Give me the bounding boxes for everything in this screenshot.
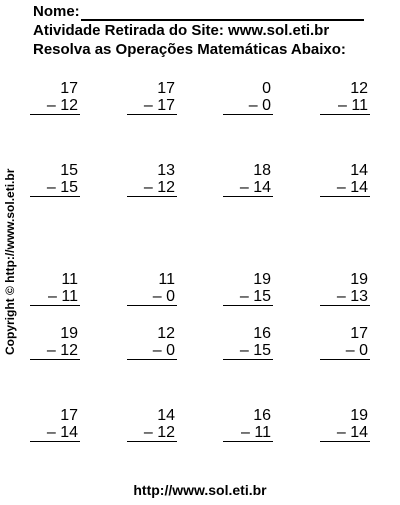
site-line: Atividade Retirada do Site: www.sol.eti.br (33, 22, 330, 39)
problem (223, 80, 273, 115)
problem (127, 162, 177, 197)
name-label: Nome: (33, 3, 80, 20)
problem (320, 407, 370, 442)
minuend: 17 (157, 80, 175, 97)
problem (223, 271, 273, 306)
minuend: 13 (157, 162, 175, 179)
problem (127, 407, 177, 442)
minuend: 14 (157, 407, 175, 424)
problem (320, 80, 370, 115)
problem (320, 325, 370, 360)
minuend: 17 (60, 80, 78, 97)
subtrahend: – 12 (30, 97, 80, 115)
subtrahend: – 12 (30, 342, 80, 360)
problem (320, 162, 370, 197)
minuend: 16 (253, 407, 271, 424)
subtrahend: – 11 (223, 424, 273, 442)
subtrahend: – 0 (127, 288, 177, 306)
footer-url: http://www.sol.eti.br (133, 482, 267, 498)
subtrahend: – 15 (223, 342, 273, 360)
minuend: 12 (350, 80, 368, 97)
minuend: 17 (350, 325, 368, 342)
problem (30, 325, 80, 360)
subtrahend: – 17 (127, 97, 177, 115)
subtrahend: – 15 (30, 179, 80, 197)
problem (223, 325, 273, 360)
subtrahend: – 12 (127, 179, 177, 197)
problem (127, 80, 177, 115)
minuend: 11 (158, 271, 175, 288)
minuend: 0 (262, 80, 271, 97)
problem (127, 325, 177, 360)
problem-row (30, 162, 370, 202)
minuend: 19 (60, 325, 78, 342)
problem-row (30, 325, 370, 365)
minuend: 16 (253, 325, 271, 342)
problem (127, 271, 177, 306)
minuend: 14 (350, 162, 368, 179)
name-blank-line[interactable] (81, 5, 364, 21)
problem (223, 407, 273, 442)
subtrahend: – 15 (223, 288, 273, 306)
subtrahend: – 14 (320, 179, 370, 197)
instruction-line: Resolva as Operações Matemáticas Abaixo: (33, 41, 346, 58)
subtrahend: – 0 (223, 97, 273, 115)
subtrahend: – 0 (127, 342, 177, 360)
minuend: 17 (60, 407, 78, 424)
subtrahend: – 13 (320, 288, 370, 306)
minuend: 18 (253, 162, 271, 179)
subtrahend: – 11 (30, 288, 80, 306)
problem-row (30, 407, 370, 447)
problem-row (30, 271, 370, 311)
worksheet-header (33, 2, 383, 59)
minuend: 11 (61, 271, 78, 288)
side-copyright: Copyright © http://www.sol.eti.br (3, 168, 17, 355)
subtrahend: – 0 (320, 342, 370, 360)
name-line (33, 2, 383, 21)
subtrahend: – 11 (320, 97, 370, 115)
minuend: 15 (60, 162, 78, 179)
problem (30, 271, 80, 306)
minuend: 12 (157, 325, 175, 342)
problem (30, 407, 80, 442)
problem (30, 162, 80, 197)
minuend: 19 (253, 271, 271, 288)
minuend: 19 (350, 271, 368, 288)
subtrahend: – 14 (30, 424, 80, 442)
problem-row (30, 80, 370, 120)
problem (320, 271, 370, 306)
minuend: 19 (350, 407, 368, 424)
problem (223, 162, 273, 197)
subtrahend: – 12 (127, 424, 177, 442)
subtrahend: – 14 (223, 179, 273, 197)
subtrahend: – 14 (320, 424, 370, 442)
problem (30, 80, 80, 115)
